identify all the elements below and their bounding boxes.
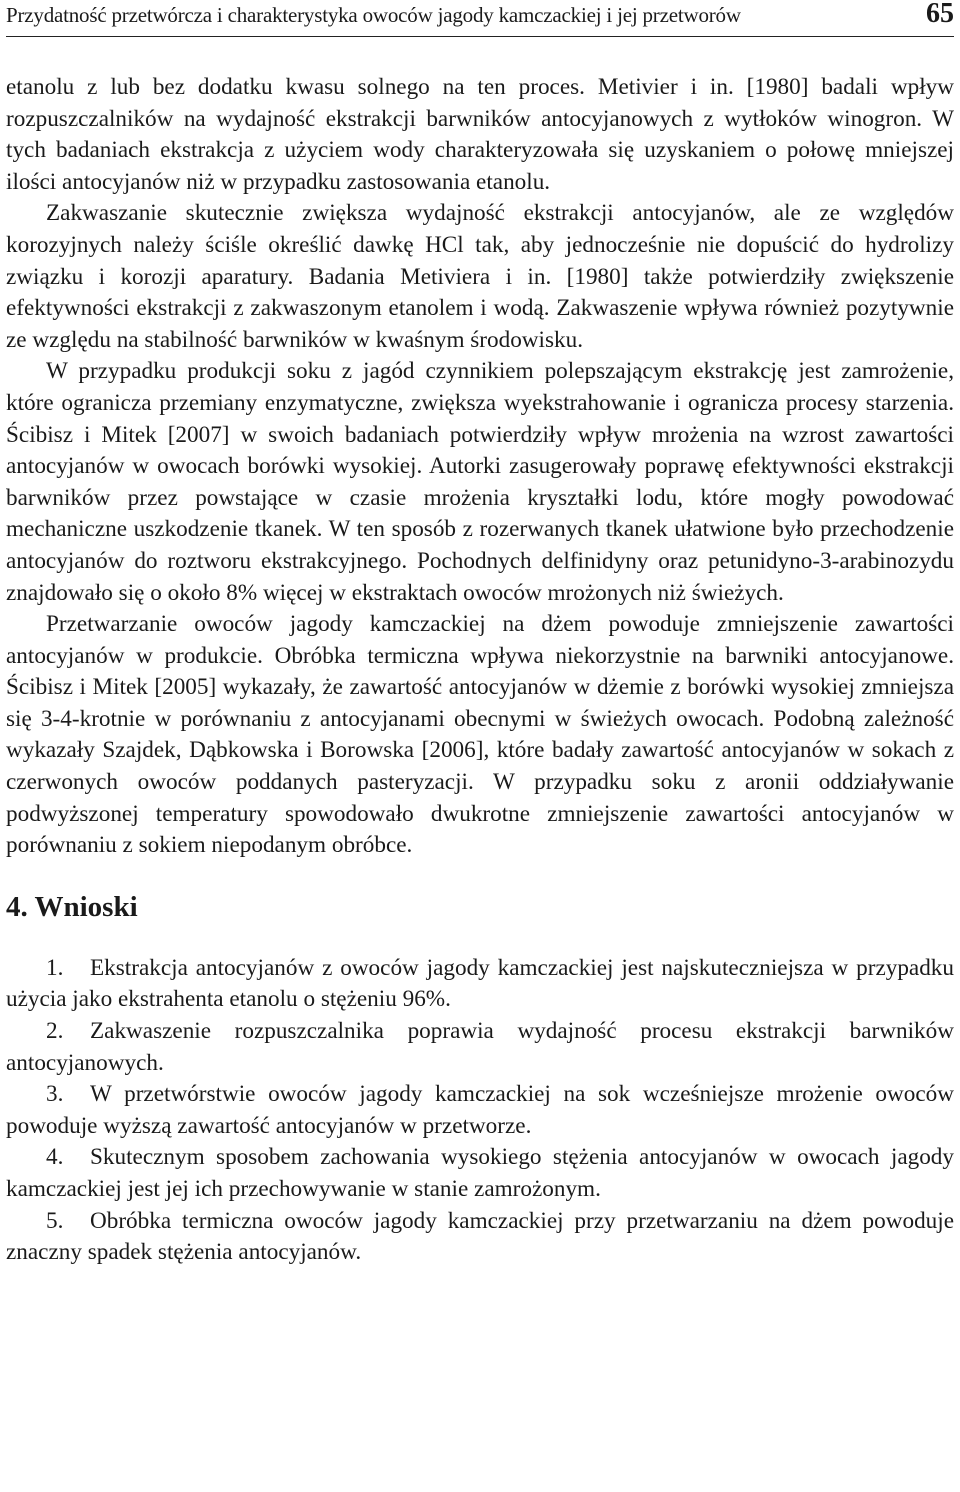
conclusion-number: 3. bbox=[46, 1081, 64, 1108]
conclusion-number: 5. bbox=[46, 1207, 64, 1234]
page-number: 65 bbox=[926, 0, 954, 29]
conclusion-text: W przetwórstwie owoców jagody kamczackiej na sok wcześniejsze mrożenie owoców powoduje wyższą zawartość antocyjanów w przetworze. bbox=[6, 1081, 954, 1139]
conclusion-text: Obróbka termiczna owoców jagody kamczackiej przy przetwarzaniu na dżem powoduje znaczny spadek stężenia antocyjanów. bbox=[6, 1207, 954, 1266]
conclusion-item-5 bbox=[6, 1206, 954, 1269]
body-paragraph-1: etanolu z lub bez dodatku kwasu solnego na ten proces. Metivier i in. [1980] badali wpływ rozpuszczalników na wydajność ekstrakcji barwników antocyjanowych z wytłoków winogron. W tych badaniach ekstrakcja z użyciem wody charakteryzowała się uzyskaniem o połowę mniejszej ilości antocyjanów niż w przypadku zastosowania etanolu. bbox=[6, 74, 954, 195]
conclusion-number: 1. bbox=[46, 954, 64, 981]
conclusion-number: 4. bbox=[46, 1144, 64, 1171]
body-paragraph-4: Przetwarzanie owoców jagody kamczackiej na dżem powoduje zmniejszenie zawartości antocyjanów w produkcie. Obróbka termiczna wpływa niekorzystnie na barwniki antocyjanowe. Ścibisz i Mitek [2005] wykazały, że zawartość antocyjanów w dżemie z borówki wysokiej zmniejsza się 3-4-krotnie w porównaniu z antocyjanami obecnymi w świeżych owocach. Podobną zależność wykazały Szajdek, Dąbkowska i Borowska [2006], które badały zawartość antocyjanów w sokach z czerwonych owoców poddanych pasteryzacji. W przypadku soku z aronii oddziaływanie podwyższonej temperatury spowodowało dwukrotne zmniejszenie zawartości antocyjanów w porównaniu z sokiem niepodanym obróbce. bbox=[6, 611, 954, 859]
conclusion-text: Ekstrakcja antocyjanów z owoców jagody kamczackiej jest najskuteczniejsza w przypadku użycia jako ekstrahenta etanolu o stężeniu 96%. bbox=[6, 954, 954, 1013]
conclusion-item-4 bbox=[6, 1142, 954, 1205]
conclusions-list bbox=[6, 953, 954, 1269]
article-body bbox=[6, 72, 954, 1269]
conclusion-number: 2. bbox=[46, 1018, 64, 1045]
running-header bbox=[6, 0, 954, 37]
conclusion-item-2 bbox=[6, 1016, 954, 1079]
body-paragraph-3: W przypadku produkcji soku z jagód czynnikiem polepszającym ekstrakcję jest zamrożenie, które ogranicza przemiany enzymatyczne, zwiększa wyekstrahowanie i ogranicza procesy starzenia. Ścibisz i Mitek [2007] w swoich badaniach potwierdziły wpływ mrożenia na wzrost zawartości antocyjanów w owocach borówki wysokiej. Autorki zasugerowały poprawę efektywności ekstrakcji barwników przez powstające w czasie mrożenia kryształki lodu, które mogły powodować mechaniczne uszkodzenie tkanek. W ten sposób z rozerwanych tkanek ułatwione było przechodzenie antocyjanów do roztworu ekstrakcyjnego. Pochodnych delfinidyny oraz petunidyno-3-arabinozydu znajdowało się o około 8% więcej w ekstraktach owoców mrożonych niż świeżych. bbox=[6, 358, 954, 606]
conclusion-text: Skutecznym sposobem zachowania wysokiego stężenia antocyjanów w owocach jagody kamczackiej jest jej ich przechowywanie w stanie zamrożonym. bbox=[6, 1144, 954, 1202]
conclusion-item-3 bbox=[6, 1079, 954, 1142]
section-heading-conclusions: 4. Wnioski bbox=[6, 890, 138, 923]
body-paragraph-2: Zakwaszanie skutecznie zwiększa wydajność ekstrakcji antocyjanów, ale ze względów korozyjnych należy ściśle określić dawkę HCl tak, aby jednocześnie nie dopuścić do hydrolizy związku i korozji aparatury. Badania Metiviera i in. [1980] także potwierdziły zwiększenie efektywności ekstrakcji z zakwaszonym etanolem i wodą. Zakwaszenie wpływa również pozytywnie ze względu na stabilność barwników w kwaśnym środowisku. bbox=[6, 200, 954, 353]
conclusion-item-1 bbox=[6, 953, 954, 1016]
conclusion-text: Zakwaszenie rozpuszczalnika poprawia wydajność procesu ekstrakcji barwników antocyjanowych. bbox=[6, 1018, 954, 1076]
running-title: Przydatność przetwórcza i charakterystyka owoców jagody kamczackiej i jej przetworów bbox=[6, 3, 741, 27]
